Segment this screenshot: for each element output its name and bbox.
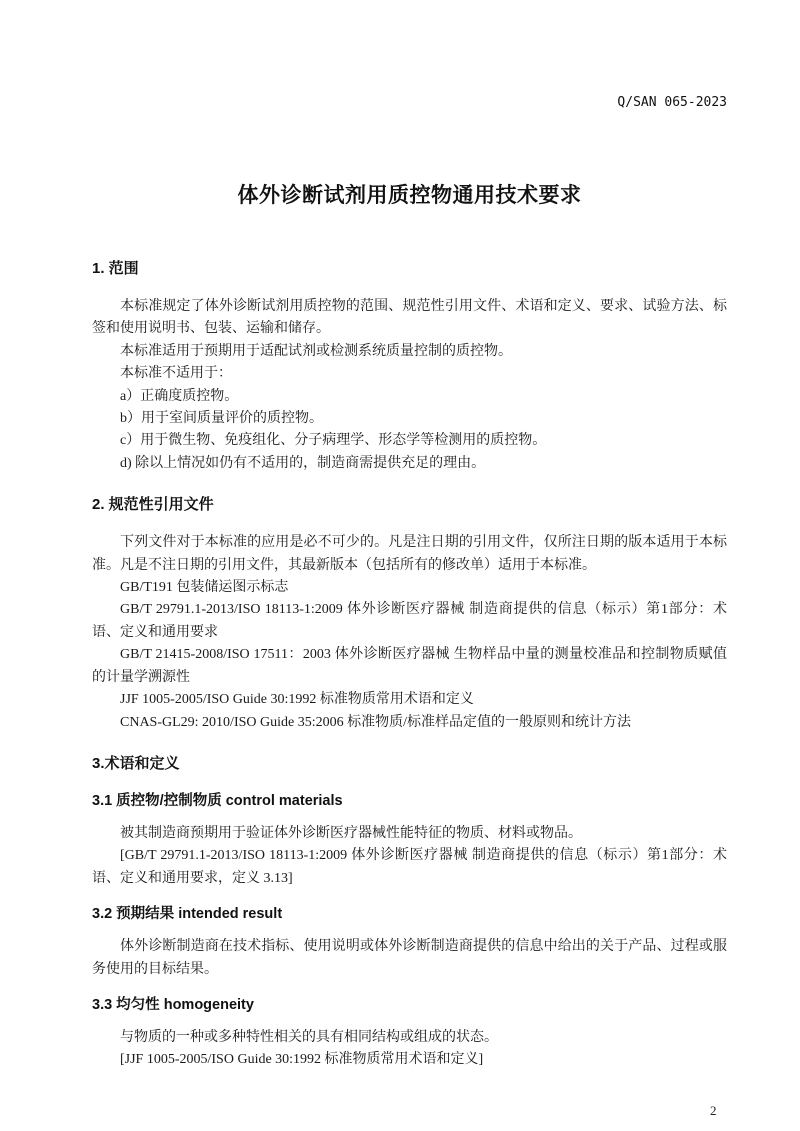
reference-item: CNAS-GL29: 2010/ISO Guide 35:2006 标准物质/标准样品定值的一般原则和统计方法 bbox=[120, 714, 631, 730]
term-heading: 3.3 均匀性 homogeneity bbox=[92, 996, 254, 1013]
list-item: b）用于室间质量评价的质控物。 bbox=[120, 411, 323, 427]
paragraph: 本标准不适用于： bbox=[120, 366, 232, 382]
term-heading: 3.1 质控物/控制物质 control materials bbox=[92, 792, 343, 809]
page-number: 2 bbox=[710, 1103, 717, 1118]
term-heading: 3.2 预期结果 intended result bbox=[92, 906, 283, 923]
section-heading: 2. 规范性引用文件 bbox=[92, 496, 214, 514]
term-intended-result bbox=[92, 904, 727, 981]
reference-item: GB/T191 包装储运图示标志 bbox=[120, 580, 289, 596]
document-title: 体外诊断试剂用质控物通用技术要求 bbox=[237, 184, 582, 207]
section-heading: 3.术语和定义 bbox=[92, 754, 180, 772]
paragraph: [JJF 1005-2005/ISO Guide 30:1992 标准物质常用术语和定义] bbox=[120, 1052, 484, 1068]
term-homogeneity bbox=[92, 995, 727, 1072]
section-normative-references bbox=[92, 495, 727, 734]
paragraph: 下列文件对于本标准的应用是必不可少的。凡是注日期的引用文件，仅所注日期的版本适用于本标准。凡是不注日期的引用文件，其最新版本（包括所有的修改单）适用于本标准。 bbox=[92, 535, 727, 573]
section-scope bbox=[92, 259, 727, 475]
reference-item: GB/T 21415-2008/ISO 17511：2003 体外诊断医疗器械 生物样品中量的测量校准品和控制物质赋值的计量学溯源性 bbox=[92, 647, 727, 685]
list-item: d) 除以上情况如仍有不适用的，制造商需提供充足的理由。 bbox=[120, 455, 486, 471]
paragraph: 被其制造商预期用于验证体外诊断医疗器械性能特征的物质、材料或物品。 bbox=[120, 825, 582, 841]
list-item: a）正确度质控物。 bbox=[120, 388, 239, 404]
term-control-materials bbox=[92, 791, 727, 890]
paragraph: 体外诊断制造商在技术指标、使用说明或体外诊断制造商提供的信息中给出的关于产品、过程或服务使用的目标结果。 bbox=[92, 939, 727, 977]
reference-item: GB/T 29791.1-2013/ISO 18113-1:2009 体外诊断医疗器械 制造商提供的信息（标示）第1部分：术语、定义和通用要求 bbox=[92, 602, 727, 640]
paragraph: 本标准适用于预期用于适配试剂或检测系统质量控制的质控物。 bbox=[120, 343, 512, 359]
section-heading: 1. 范围 bbox=[92, 260, 139, 277]
section-terms-definitions bbox=[92, 754, 727, 1072]
paragraph: 与物质的一种或多种特性相关的具有相同结构或组成的状态。 bbox=[120, 1029, 498, 1045]
list-item: c）用于微生物、免疫组化、分子病理学、形态学等检测用的质控物。 bbox=[120, 433, 547, 449]
paragraph: 本标准规定了体外诊断试剂用质控物的范围、规范性引用文件、术语和定义、要求、试验方法、标签和使用说明书、包装、运输和储存。 bbox=[92, 299, 727, 337]
document-number: Q/SAN 065-2023 bbox=[617, 95, 727, 110]
paragraph: [GB/T 29791.1-2013/ISO 18113-1:2009 体外诊断医疗器械 制造商提供的信息（标示）第1部分：术语、定义和通用要求，定义 3.13] bbox=[92, 848, 727, 886]
reference-item: JJF 1005-2005/ISO Guide 30:1992 标准物质常用术语和定义 bbox=[120, 692, 474, 708]
